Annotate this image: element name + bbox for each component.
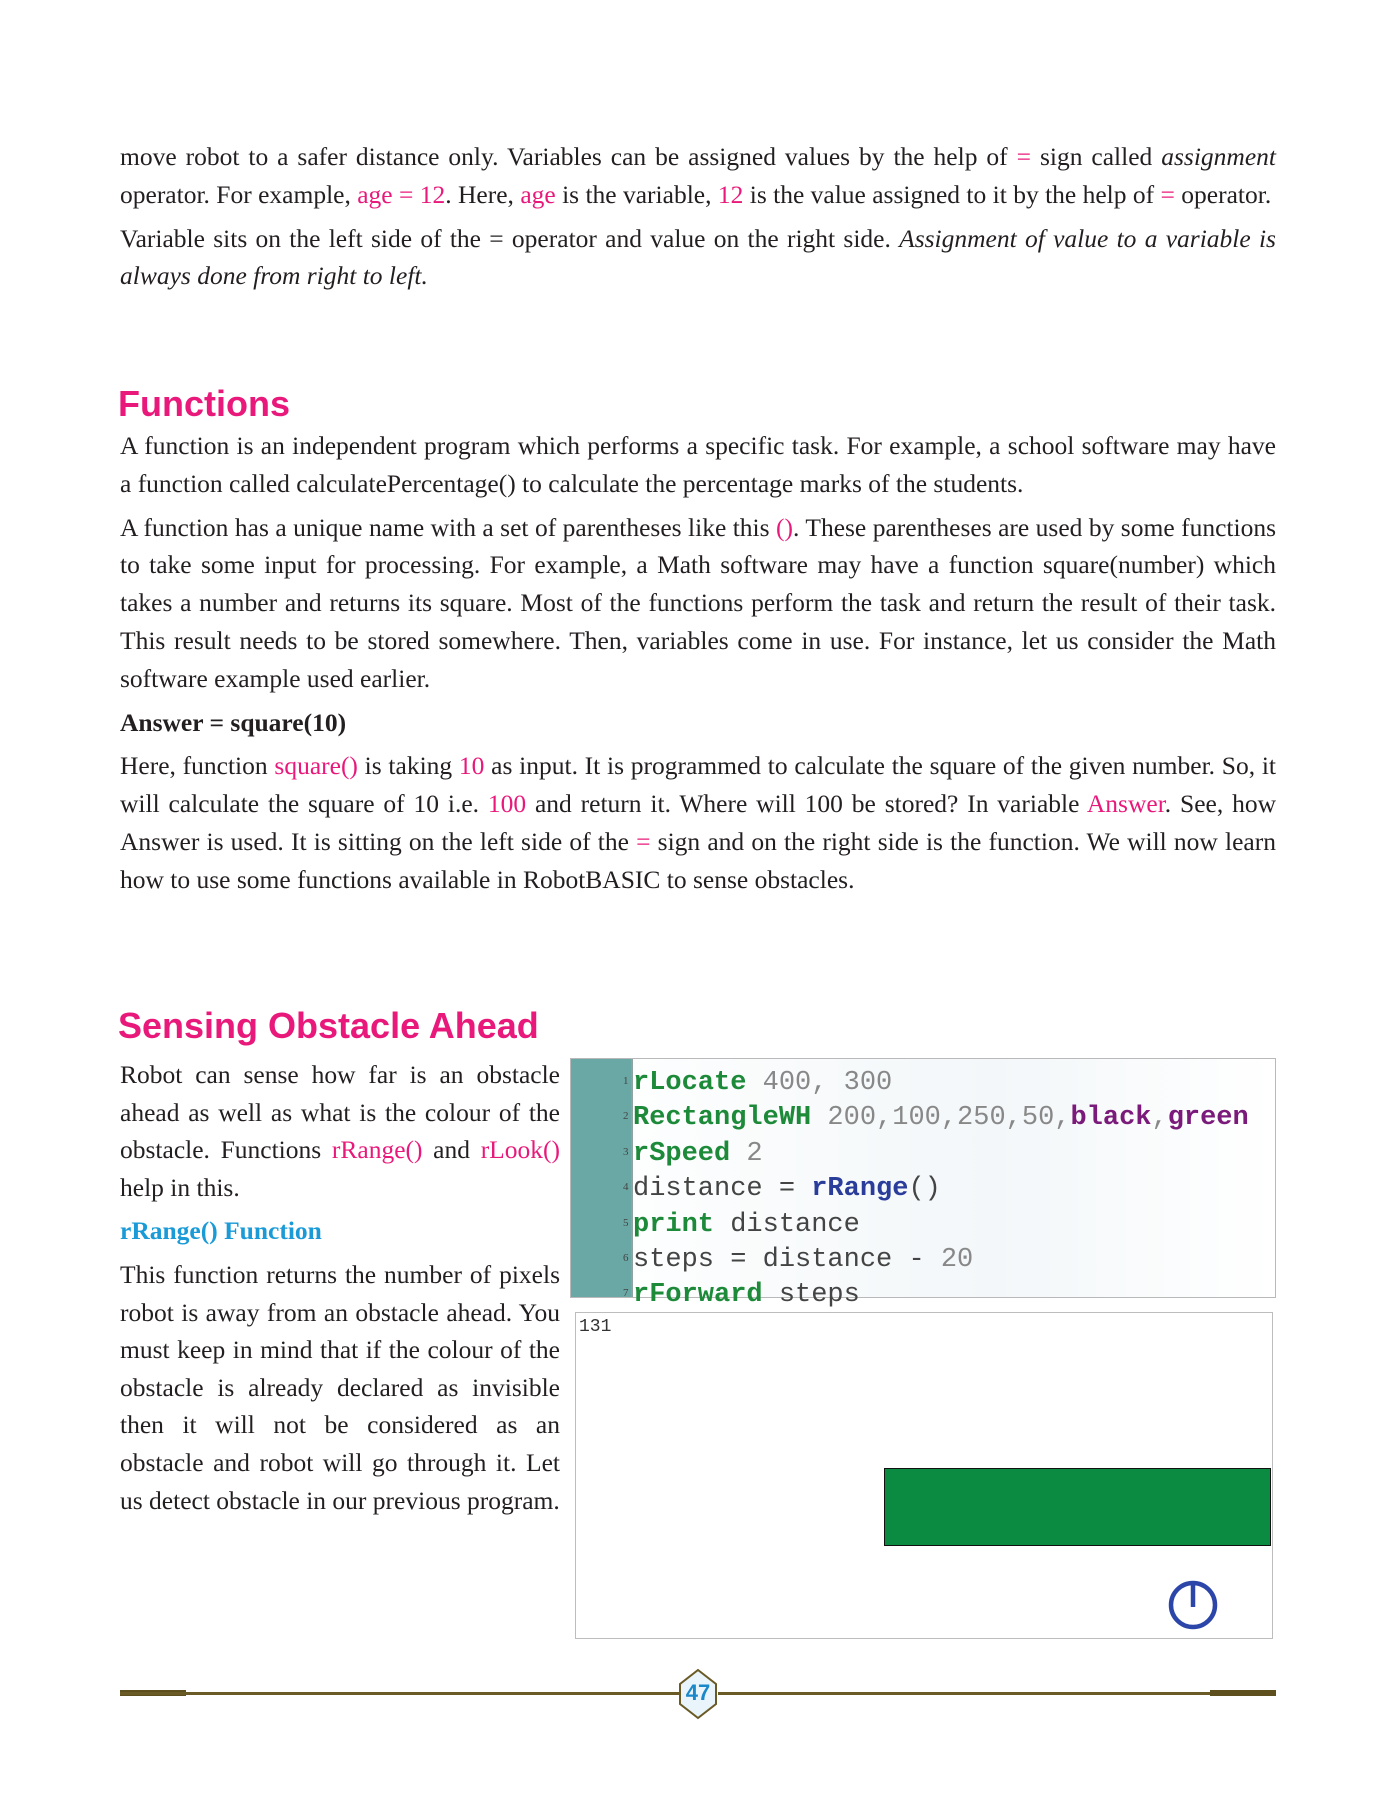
line-number: 4	[623, 1181, 629, 1194]
text-run: rSpeed	[633, 1138, 731, 1169]
rrange-paragraph	[120, 1256, 560, 1519]
text-run: as input. It is programmed to calculate the square of the given number. So, it will calculate the square of 10 i.e.	[120, 751, 1276, 819]
line-number: 5	[623, 1216, 629, 1229]
highlighted-term: rRange()	[331, 1135, 423, 1165]
text-run: This function returns the number of pixels robot is away from an obstacle ahead. You must keep in mind that if the colour of the obstacle is already declared as invisible then it will not be considered as an obstacle and robot will go through it. Let us detect obstacle in our previous program.	[120, 1259, 560, 1515]
highlighted-term: 100	[487, 789, 527, 819]
paragraph	[120, 704, 1276, 742]
text-run: Answer = square(10)	[120, 707, 347, 737]
paragraph	[120, 427, 1276, 503]
highlighted-term: =	[636, 826, 651, 856]
text-run: assignment	[1161, 142, 1276, 171]
text-run: steps = distance -	[633, 1244, 941, 1275]
paragraph	[120, 747, 1276, 898]
text-run: 200,100,250,50,	[811, 1103, 1071, 1134]
highlighted-term: age = 12	[357, 179, 446, 209]
code-line	[623, 1242, 1249, 1277]
text-run: Assignment of value to a variable is always done from right to left.	[120, 223, 1276, 291]
text-run: move robot to a safer distance only. Variables can be assigned values by the help of	[120, 142, 1017, 171]
text-run: A function has a unique name with a set of parentheses like this	[120, 512, 777, 542]
code-line	[623, 1065, 1249, 1100]
text-run: operator. For example,	[120, 179, 358, 209]
footer-rule-left	[120, 1692, 680, 1695]
highlighted-term: age	[520, 179, 556, 209]
page-number: 47	[685, 1680, 711, 1705]
text-run: rRange	[811, 1174, 909, 1204]
line-number: 3	[623, 1145, 629, 1158]
code-line	[623, 1277, 1249, 1312]
text-run: green	[1167, 1103, 1249, 1134]
text-run: . See, how Answer is used. It is sitting on the left side of the	[120, 789, 1276, 856]
text-run: A function is an independent program which performs a specific task. For example, a school software may have a function called calculatePercentage() to calculate the percentage marks of the students.	[120, 431, 1276, 498]
highlighted-term: square()	[274, 751, 358, 781]
paragraph	[120, 509, 1276, 698]
text-run: 20	[940, 1244, 974, 1275]
text-run: help in this.	[120, 1172, 240, 1202]
sensing-heading: Sensing Obstacle Ahead	[118, 1005, 539, 1046]
line-number: 7	[623, 1287, 629, 1300]
code-editor	[570, 1058, 1276, 1311]
text-run: distance	[714, 1209, 860, 1240]
text-run: sign and on the right side is the function. We will now learn how to use some functions available in RobotBASIC to sense obstacles.	[120, 826, 1276, 894]
highlighted-term: 12	[717, 179, 744, 209]
highlighted-term: =	[1016, 142, 1031, 171]
text-run: is the variable,	[555, 179, 718, 209]
text-run: and return it. Where will 100 be stored? In variable	[526, 789, 1087, 819]
robot-icon	[1167, 1579, 1219, 1631]
line-number: 1	[623, 1075, 629, 1087]
text-run: ()	[908, 1174, 941, 1204]
text-run: Here, function	[120, 751, 275, 781]
text-run: operator.	[1174, 179, 1272, 209]
sensing-text	[120, 1056, 560, 1525]
highlighted-term: rLook()	[480, 1135, 560, 1165]
text-run: sign called	[1031, 142, 1162, 171]
page-number-badge	[676, 1668, 720, 1720]
rrange-subheading: rRange() Function	[120, 1216, 322, 1246]
functions-text	[120, 427, 1276, 905]
line-number: 6	[623, 1251, 629, 1264]
text-run: Variable sits on the left side of the = operator and value on the right side.	[120, 223, 900, 253]
text-run: is taking	[357, 751, 459, 781]
text-run: print	[633, 1209, 715, 1240]
text-run: distance =	[633, 1174, 812, 1204]
code-lines	[623, 1065, 1249, 1313]
sensing-intro-paragraph	[120, 1056, 560, 1206]
green-obstacle-rectangle	[884, 1468, 1271, 1546]
text-run: . These parentheses are used by some functions to take some input for processing. For example, a Math software may have a function square(number) which takes a number and returns its square. Most of the functions perform the task and return the result of their task. This result needs to be stored somewhere. Then, variables come in use. For instance, let us consider the Math software example used earlier.	[120, 512, 1276, 693]
text-run: is the value assigned to it by the help of	[743, 179, 1161, 209]
code-line	[623, 1100, 1249, 1135]
text-run: 400, 300	[746, 1067, 893, 1098]
text-run: rForward	[633, 1280, 763, 1311]
text-run: RectangleWH	[633, 1103, 812, 1134]
printed-output: 131	[579, 1317, 612, 1337]
text-run: steps	[762, 1280, 860, 1311]
output-window	[575, 1312, 1273, 1639]
footer-rule-right	[718, 1692, 1276, 1695]
text-run: . Here,	[445, 179, 521, 209]
highlighted-term: ()	[776, 512, 793, 542]
text-run: ,	[1151, 1103, 1168, 1134]
text-run: rLocate	[633, 1067, 747, 1098]
text-run: 2	[730, 1138, 763, 1169]
highlighted-term: Answer	[1086, 789, 1165, 819]
text-run: black	[1070, 1103, 1152, 1134]
code-line	[623, 1136, 1249, 1171]
paragraph	[120, 220, 1276, 296]
paragraph	[120, 138, 1276, 214]
text-run: Robot can sense how far is an obstacle ahead as well as what is the colour of the obstacle. Functions	[120, 1060, 560, 1165]
line-number: 2	[623, 1110, 629, 1123]
highlighted-term: =	[1160, 179, 1175, 209]
intro-text	[120, 138, 1276, 301]
highlighted-term: 10	[458, 751, 485, 781]
code-line	[623, 1171, 1249, 1206]
footer-cap-right	[1210, 1690, 1276, 1696]
functions-heading: Functions	[118, 383, 290, 424]
code-line	[623, 1207, 1249, 1242]
text-run: and	[422, 1135, 481, 1165]
